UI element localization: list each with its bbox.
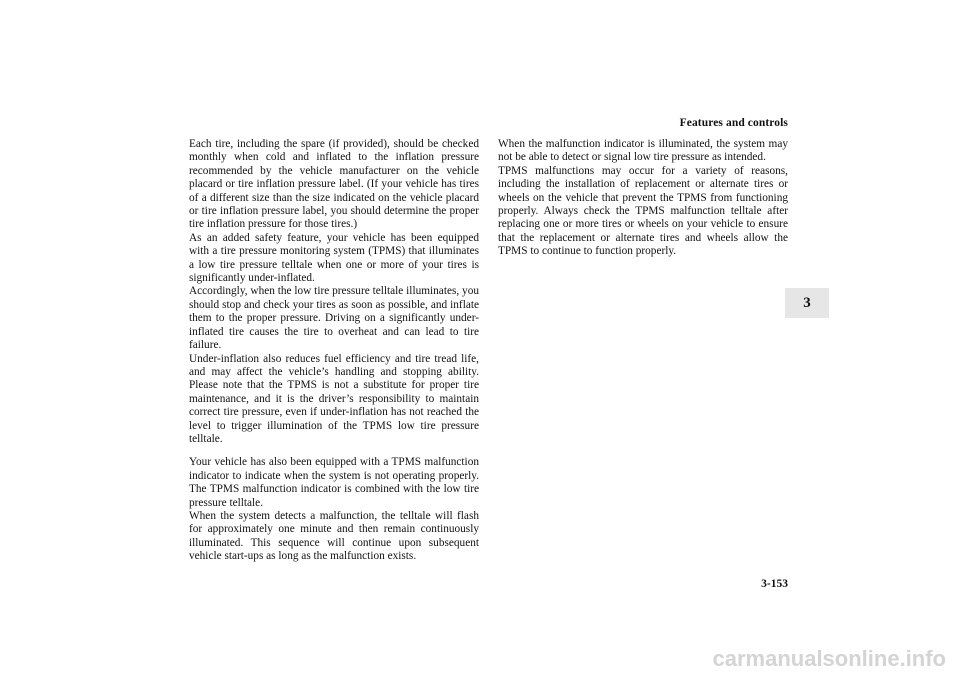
chapter-tab xyxy=(785,288,829,318)
paragraph: As an added safety feature, your vehicle has been equipped with a tire pressure monitoring system (TPMS) that illuminates a low tire pressure telltale when one or more of your tires is significantly under-inflated. xyxy=(189,231,479,285)
left-text-column xyxy=(189,138,479,564)
paragraph: Under-inflation also reduces fuel efficiency and tire tread life, and may affect the vehicle’s handling and stopping ability. Please note that the TPMS is not a substitute for proper tire maintenance, and it is the driver’s responsibility to maintain correct tire pressure, even if under-inflation has not reached the level to trigger illumination of the TPMS low tire pressure telltale. xyxy=(189,352,479,445)
page-number: 3-153 xyxy=(761,578,788,590)
paragraph: When the system detects a malfunction, the telltale will flash for approximately one minute and then remain continuously illuminated. This sequence will continue upon subsequent vehicle start-ups as long as the malfunction exists. xyxy=(189,509,479,563)
section-header: Features and controls xyxy=(679,117,788,129)
paragraph: Your vehicle has also been equipped with a TPMS malfunction indicator to indicate when the system is not operating properly. The TPMS malfunction indicator is combined with the low tire pressure telltale. xyxy=(189,456,479,509)
paragraph: When the malfunction indicator is illuminated, the system may not be able to detect or signal low tire pressure as intended. xyxy=(498,138,788,164)
chapter-number: 3 xyxy=(803,294,811,311)
paragraph: Each tire, including the spare (if provided), should be checked monthly when cold and inflated to the inflation pressure recommended by the vehicle manufacturer on the vehicle placard or tire inflation pressure label. (If your vehicle has tires of a different size than the size indicated on the vehicle placard or tire inflation pressure label, you should determine the proper tire inflation pressure for those tires.) xyxy=(189,138,479,231)
right-text-column xyxy=(498,138,788,259)
paragraph: TPMS malfunctions may occur for a variety of reasons, including the installation of replacement or alternate tires or wheels on the vehicle that prevent the TPMS from functioning properly. Always check the TPMS malfunction telltale after replacing one or more tires or wheels on your vehicle to ensure that the replacement or alternate tires and wheels allow the TPMS to continue to function properly. xyxy=(498,164,788,258)
watermark: carmanualsonline.info xyxy=(712,646,946,671)
paragraph: Accordingly, when the low tire pressure telltale illuminates, you should stop and check your tires as soon as possible, and inflate them to the proper pressure. Driving on a significantly under-inflated tire causes the tire to overheat and can lead to tire failure. xyxy=(189,285,479,352)
